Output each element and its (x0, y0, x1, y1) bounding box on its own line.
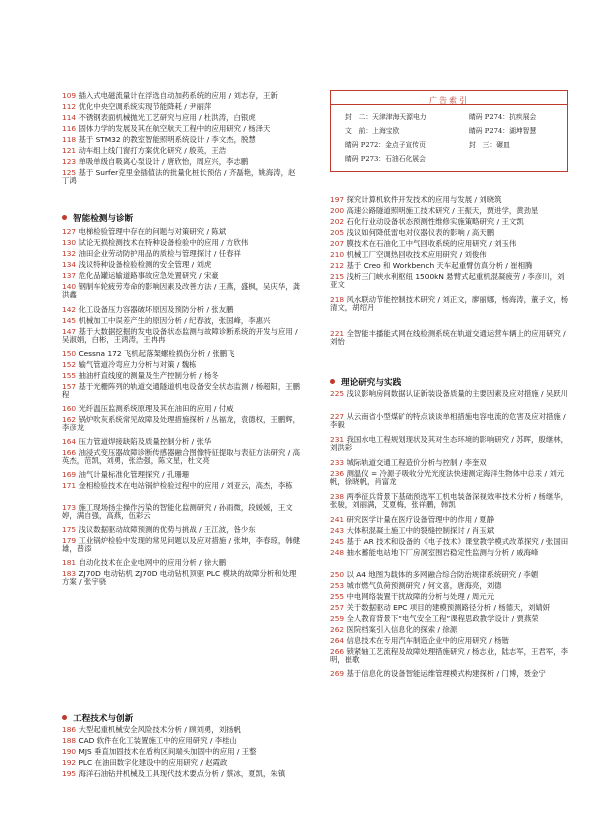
ad-row: 睛码 P274：湖坤智慧 (469, 127, 537, 135)
entry-title: 基于 AR 技术和设备的《电子技术》课堂教学模式改革探究 / 张国田 (346, 537, 569, 546)
entry-title: Cessna 172 飞机起落架螺栓损伤分析 / 张鹏飞 (78, 349, 235, 358)
ad-index-box (330, 90, 568, 172)
toc-entry[interactable] (330, 626, 570, 634)
page-number: 231 (330, 435, 347, 444)
page-number: 262 (330, 625, 347, 634)
section-heading-detect: 智能检测与诊断 (62, 212, 133, 224)
entry-title: 大体积混凝土施工中的裂缝控制探讨 / 肖玉斌 (346, 526, 495, 535)
page-number: 116 (62, 124, 79, 133)
toc-entry[interactable] (62, 306, 302, 314)
entry-title: 优化中央空调系统实现节能降耗 / 尹丽萍 (78, 102, 212, 111)
page-number: 205 (330, 228, 347, 237)
toc-entry[interactable] (62, 504, 302, 520)
toc-entry[interactable] (62, 239, 302, 247)
page-number: 218 (330, 295, 347, 304)
entry-title: 光纤温压监测系统原理及其在油田的应用 / 付威 (78, 404, 234, 413)
page-number: 186 (62, 725, 79, 734)
page-number: 236 (330, 469, 347, 478)
toc-entry[interactable] (62, 158, 302, 166)
entry-title: 浅议如何降低雷电对仪器仪表的影响 / 高天鹏 (346, 228, 495, 237)
toc-entry[interactable] (62, 759, 302, 767)
toc-entry[interactable] (62, 114, 302, 122)
toc-entry[interactable] (330, 262, 570, 270)
entry-title: 从云南省小型煤矿的特点谈谈单相措施电容电流的危害及应对措施 / 李毅 (330, 412, 566, 430)
page-number: 134 (62, 260, 79, 269)
entry-title: 基于大数据挖掘的发电设备状态监测与故障诊断系统的开发与应用 / 吴淑娟，白彬，王鸿涛，王冉冉 (62, 327, 298, 345)
entry-title: 城际轨道交通工程造价分析与控制 / 李奎双 (346, 458, 487, 467)
toc-entry[interactable] (330, 436, 570, 452)
page-number: 112 (62, 102, 79, 111)
entry-title: 高速公路隧道照明施工技术研究 / 王振天，贾进学，黄劲星 (346, 206, 539, 215)
toc-entry[interactable] (62, 537, 302, 553)
page-number: 269 (330, 669, 347, 678)
entry-title: 自动化技术在企业电网中的应用分析 / 徐大鹏 (78, 558, 227, 567)
page-number: 173 (62, 503, 79, 512)
entry-title: 中电网络装置干扰故障的分析与处理 / 周元元 (346, 592, 495, 601)
entry-title: 基于 Creo 和 Workbench 天车起重臂仿真分析 / 崔相腾 (346, 261, 533, 270)
page-number: 207 (330, 239, 347, 248)
page-number: 179 (62, 536, 79, 545)
entry-title: 施工现场扬尘操作污染的智能化监测研究 / 孙雨微，段媛媛，王文婷，满自强，高燕，伍彩云 (62, 503, 293, 521)
entry-title: PLC 在油田数字化建设中的应用研究 / 赵霞政 (78, 758, 228, 767)
toc-entry[interactable] (330, 670, 570, 678)
entry-title: 大型起重机械安全风险技术分析 / 顾刘勇，刘扬帆 (78, 725, 241, 734)
toc-entry[interactable] (330, 493, 570, 509)
page-number: 192 (62, 758, 79, 767)
entry-title: 压力管道焊接缺陷及质量控制分析 / 张华 (78, 437, 212, 446)
page-number: 125 (62, 168, 79, 177)
toc-entry[interactable] (62, 770, 302, 778)
toc-entry[interactable] (62, 283, 302, 299)
toc-entry[interactable] (330, 571, 570, 579)
page-number: 166 (62, 448, 79, 457)
toc-entry[interactable] (330, 615, 570, 623)
page-number: 233 (330, 458, 347, 467)
entry-title: 石化行业动设备状态预测性维修实施策略研究 / 王文凯 (346, 217, 524, 226)
toc-entry[interactable] (62, 438, 302, 446)
toc-entry[interactable] (330, 582, 570, 590)
entry-title: 电梯检验管理中存在的问题与对策研究 / 陈斌 (78, 227, 227, 236)
page-number: 152 (62, 360, 79, 369)
entry-title: 研究医学计量在医疗设备管理中的作用 / 夏静 (346, 515, 495, 524)
page-number: 157 (62, 382, 79, 391)
toc-entry[interactable] (62, 748, 302, 756)
page-number: 225 (330, 389, 347, 398)
page-number: 227 (330, 412, 347, 421)
entry-title: 机械加工中误差产生的原因分析 / 纪春波，张国峰，李惠兴 (78, 316, 271, 325)
page-number: 169 (62, 470, 79, 479)
toc-entry[interactable] (330, 527, 570, 535)
toc-entry[interactable] (62, 383, 302, 399)
entry-title: ZJ70D 电动钻机 ZJ70D 电动钻机顶驱 PLC 模块的故障分析和处理方案 / 张宇骁 (62, 569, 297, 587)
toc-entry[interactable] (62, 103, 302, 111)
toc-entry[interactable] (62, 449, 302, 465)
page-number: 160 (62, 404, 79, 413)
entry-title: 单吸单级自吸离心泵设计 / 唐欣怡，周应兴，李志鹏 (78, 157, 249, 166)
toc-entry[interactable] (62, 482, 302, 490)
ad-row: 封 三：碾皿 (469, 141, 510, 149)
entry-title: 测温仪 = 冷源子吸收分光光度法快速测定海洋生物体中总汞 / 刘元帆，徐晓帆，肖富龙 (330, 469, 565, 487)
ad-divider (331, 104, 567, 105)
entry-title: 全智能丰播能式网在线检测系统在轨道交通运营车辆上的应用研究 / 刘怡 (330, 329, 566, 347)
page-number: 266 (330, 647, 347, 656)
page-number: 190 (62, 747, 79, 756)
ad-row: 文 前：上海宝欧 (345, 127, 400, 135)
page-number: 264 (330, 636, 347, 645)
entry-title: 插入式电磁流量计在浮选自动加药系统的应用 / 刘志存，王新 (78, 91, 278, 100)
bullet-dot-icon (62, 715, 67, 720)
toc-entry[interactable] (62, 471, 302, 479)
toc-entry[interactable] (62, 92, 302, 100)
bullet-dot-icon (62, 215, 67, 220)
page-number: 132 (62, 249, 79, 258)
toc-entry[interactable] (62, 726, 302, 734)
page-number: 195 (62, 769, 79, 778)
page-number: 183 (62, 569, 79, 578)
toc-entry[interactable] (330, 207, 570, 215)
entry-title: 固体力学的发展及其在航空航天工程中的应用研究 / 杨泽天 (78, 124, 271, 133)
page-number: 164 (62, 437, 79, 446)
entry-title: 化工设备压力容器破坏原因及预防分析 / 张友鹏 (78, 305, 234, 314)
entry-title: 基于信息化的设备智能运维管理模式构建探析 / 门博，聂金宁 (346, 669, 546, 678)
entry-title: 城市燃气负荷预测研究 / 何文喜，唐海亮，刘德 (346, 581, 502, 590)
toc-entry[interactable] (62, 261, 302, 269)
page-number: 259 (330, 614, 347, 623)
page-number: 200 (330, 206, 347, 215)
page-number: 257 (330, 603, 347, 612)
toc-entry[interactable] (330, 516, 570, 524)
page-number: 155 (62, 371, 79, 380)
page-number: 212 (330, 261, 347, 270)
page-number: 123 (62, 157, 79, 166)
toc-entry[interactable] (330, 413, 570, 429)
page-number: 245 (330, 537, 347, 546)
toc-entry[interactable] (330, 273, 570, 289)
entry-title: 我国水电工程规划现状及其对生态环境的影响研究 / 苏晖，殷继林，刘洪彩 (330, 435, 568, 453)
entry-title: 浅议数据驱动故障预测的优势与挑战 / 王江波，昝少东 (78, 525, 256, 534)
entry-title: 油浸式变压器故障诊断传感器融合图像特征提取与表征方法研究 / 高英杰，范凯，刘勇，张浩强，陈文星，杜文亮 (62, 448, 300, 466)
toc-entry[interactable] (62, 136, 302, 144)
toc-entry[interactable] (330, 604, 570, 612)
toc-entry[interactable] (330, 330, 570, 346)
entry-title: 浅议影响房间数据认证新装设备质量的主要因素及应对措施 / 吴跃川 (346, 389, 568, 398)
toc-entry[interactable] (62, 361, 302, 369)
entry-title: 试论无损检测技术在特种设备检验中的应用 / 方欣伟 (78, 238, 249, 247)
toc-entry[interactable] (62, 147, 302, 155)
page-number: 181 (62, 558, 79, 567)
toc-entry[interactable] (330, 593, 570, 601)
toc-entry[interactable] (62, 317, 302, 325)
page-number: 238 (330, 492, 347, 501)
ad-row: 睛码 P272：金点子宣传页 (345, 141, 426, 149)
toc-entry[interactable] (330, 538, 570, 546)
entry-title: 机械工厂空调热回收技术应用研究 / 刘俊伟 (346, 250, 487, 259)
page-number: 140 (62, 282, 79, 291)
entry-title: 医院档案引入信息化的探索 / 徐源 (346, 625, 458, 634)
page-number: 130 (62, 238, 79, 247)
entry-title: 金相检验技术在电站锅炉检验过程中的应用 / 刘亚云，高杰，李栋 (78, 481, 293, 490)
entry-title: 输气管道冷弯应力分析与对策 / 魏栋 (78, 360, 197, 369)
entry-title: 两季征兵背景下基础预选军工机电装备深视效率技术分析 / 杨继华，张骏，刘丽满，艾夏梅，张祥鹏，韩凯 (330, 492, 568, 510)
toc-entry[interactable] (330, 470, 570, 486)
entry-title: 信息技术在专用汽车制造企业中的应用研究 / 杨锴 (346, 636, 509, 645)
toc-entry[interactable] (62, 737, 302, 745)
toc-entry[interactable] (62, 250, 302, 258)
page-number: 175 (62, 525, 79, 534)
toc-entry[interactable] (62, 272, 302, 280)
section-heading-engine: 工程技术与创新 (62, 712, 133, 724)
toc-entry[interactable] (330, 637, 570, 645)
ad-row: 睛码 P274：抗疾展会 (469, 113, 537, 121)
toc-entry[interactable] (62, 169, 302, 185)
toc-entry[interactable] (330, 251, 570, 259)
toc-entry[interactable] (62, 125, 302, 133)
entry-title: 基于 Surfer克里金插值法的批量化桩长预估 / 齐磊艳，姚海涛，赵丁鸿 (62, 168, 296, 186)
page-number: 142 (62, 305, 79, 314)
toc-entry[interactable] (330, 296, 570, 312)
toc-entry[interactable] (62, 526, 302, 534)
page-number: 121 (62, 146, 79, 155)
entry-title: 危化品罐运输道路事故应急处置研究 / 宋豪 (78, 271, 219, 280)
entry-title: 抽水蓄能电站地下厂房洞室围岩稳定性监测与分析 / 戚海峰 (346, 548, 539, 557)
toc-entry[interactable] (330, 240, 570, 248)
page-number: 197 (330, 195, 347, 204)
page-number: 118 (62, 135, 79, 144)
entry-title: MJS 垂直加固技术在盾构区间端头加固中的应用 / 王整 (78, 747, 257, 756)
ad-row: 睛码 P273：石油石化展会 (345, 155, 426, 163)
entry-title: 膜技术在石油化工中气回收系统的应用研究 / 刘玉伟 (346, 239, 517, 248)
page-number: 162 (62, 415, 79, 424)
toc-entry[interactable] (330, 390, 570, 398)
entry-title: 动车组上线门窗打方案优化研究 / 殷英，王浩 (78, 146, 227, 155)
toc-entry[interactable] (62, 228, 302, 236)
page-number: 221 (330, 329, 347, 338)
toc-entry[interactable] (330, 459, 570, 467)
page-number: 210 (330, 250, 347, 259)
toc-entry[interactable] (62, 416, 302, 432)
toc-entry[interactable] (62, 559, 302, 567)
entry-title: 全人教育背景下“电气安全工程”课程思政教学设计 / 贾燕荣 (346, 614, 539, 623)
page-number: 188 (62, 736, 79, 745)
toc-entry[interactable] (330, 229, 570, 237)
entry-title: CAD 软件在化工装置施工中的应用研究 / 李桂山 (78, 736, 237, 745)
page-number: 147 (62, 327, 79, 336)
entry-title: 浅议特种设备检验检测的安全管理 / 刘虎 (78, 260, 212, 269)
page-number: 202 (330, 217, 347, 226)
toc-entry[interactable] (330, 196, 570, 204)
entry-title: 锅炉吹灰系统常见故障及处理措施探析 / 丛福龙，袁德权，王鹏辉，李彦龙 (62, 415, 300, 433)
toc-entry[interactable] (330, 218, 570, 226)
page-number: 255 (330, 592, 347, 601)
entry-title: 风水联动节能控制技术研究 / 刘正文，廖丽娜，杨海涛，董子文，杨清文，胡绍月 (330, 295, 568, 313)
page-number: 114 (62, 113, 79, 122)
entry-title: 关于数据驱动 EPC 项目的建模预测路径分析 / 杨德天，刘婧妍 (346, 603, 551, 612)
page-number: 137 (62, 271, 79, 280)
toc-entry[interactable] (62, 350, 302, 358)
ad-index-title: 广告索引 (429, 96, 469, 105)
toc-entry[interactable] (62, 372, 302, 380)
entry-title: 浅析三门峡水利枢纽 1500kN 悬臂式起重机混凝疲劳 / 李彦川，刘亚文 (330, 272, 565, 290)
page-number: 243 (330, 526, 347, 535)
page-number: 241 (330, 515, 347, 524)
ad-row: 封 二：天津津海天源电力 (345, 113, 427, 121)
entry-title: 探究计算机软件开发技术的应用与发展 / 刘晓筑 (346, 195, 502, 204)
toc-entry[interactable] (330, 549, 570, 557)
page-number: 127 (62, 227, 79, 236)
page-number: 253 (330, 581, 347, 590)
entry-title: 油田企业劳动防护用品的质检与管理探讨 / 任春祥 (78, 249, 241, 258)
page-number: 215 (330, 272, 347, 281)
page-number: 250 (330, 570, 347, 579)
entry-title: 锁紧轴工艺流程及故障处理措施研究 / 杨志业，陆志军，王君军，李明，崔歌 (330, 647, 568, 665)
entry-title: 抽油杆直线度的测量及生产控制分析 / 杨冬 (78, 371, 219, 380)
entry-title: 海洋石油钻井机械及工具现代技术要点分析 / 蔡冰，夏凯，朱镇 (78, 769, 286, 778)
entry-title: 基于 STM32 的教室智能照明系统设计 / 李文杰，脱慧 (78, 135, 256, 144)
entry-title: 油气计量标准化管理探究 / 孔珊珊 (78, 470, 190, 479)
entry-title: 以 A4 地图为载体的多网融合综合防治规律系统研究 / 李媚 (346, 570, 539, 579)
page-number: 248 (330, 548, 347, 557)
entry-title: 钢制车轮疲劳寿命的影响因素及改善方法 / 王燕，盛枫，吴庆华，龚洪鑫 (62, 282, 300, 300)
entry-title: 基于光栅阵列的轨道交通隧道机电设备安全状态监测 / 杨超阳，王鹏程 (62, 382, 300, 400)
page-number: 145 (62, 316, 79, 325)
toc-entry[interactable] (330, 648, 570, 664)
entry-title: 不锈钢表面机械抛光工艺研究与应用 / 杜洪涛，白银虎 (78, 113, 256, 122)
page-number: 171 (62, 481, 79, 490)
page-number: 150 (62, 349, 79, 358)
page-number: 109 (62, 91, 79, 100)
bullet-dot-icon (330, 379, 335, 384)
section-heading-theory: 理论研究与实践 (330, 376, 401, 388)
toc-entry[interactable] (62, 570, 302, 586)
entry-title: 工业锅炉检验中发现的常见问题以及应对措施 / 张坤，李春琼，韩健雄，普添 (62, 536, 300, 554)
toc-entry[interactable] (62, 405, 302, 413)
toc-entry[interactable] (62, 328, 302, 344)
